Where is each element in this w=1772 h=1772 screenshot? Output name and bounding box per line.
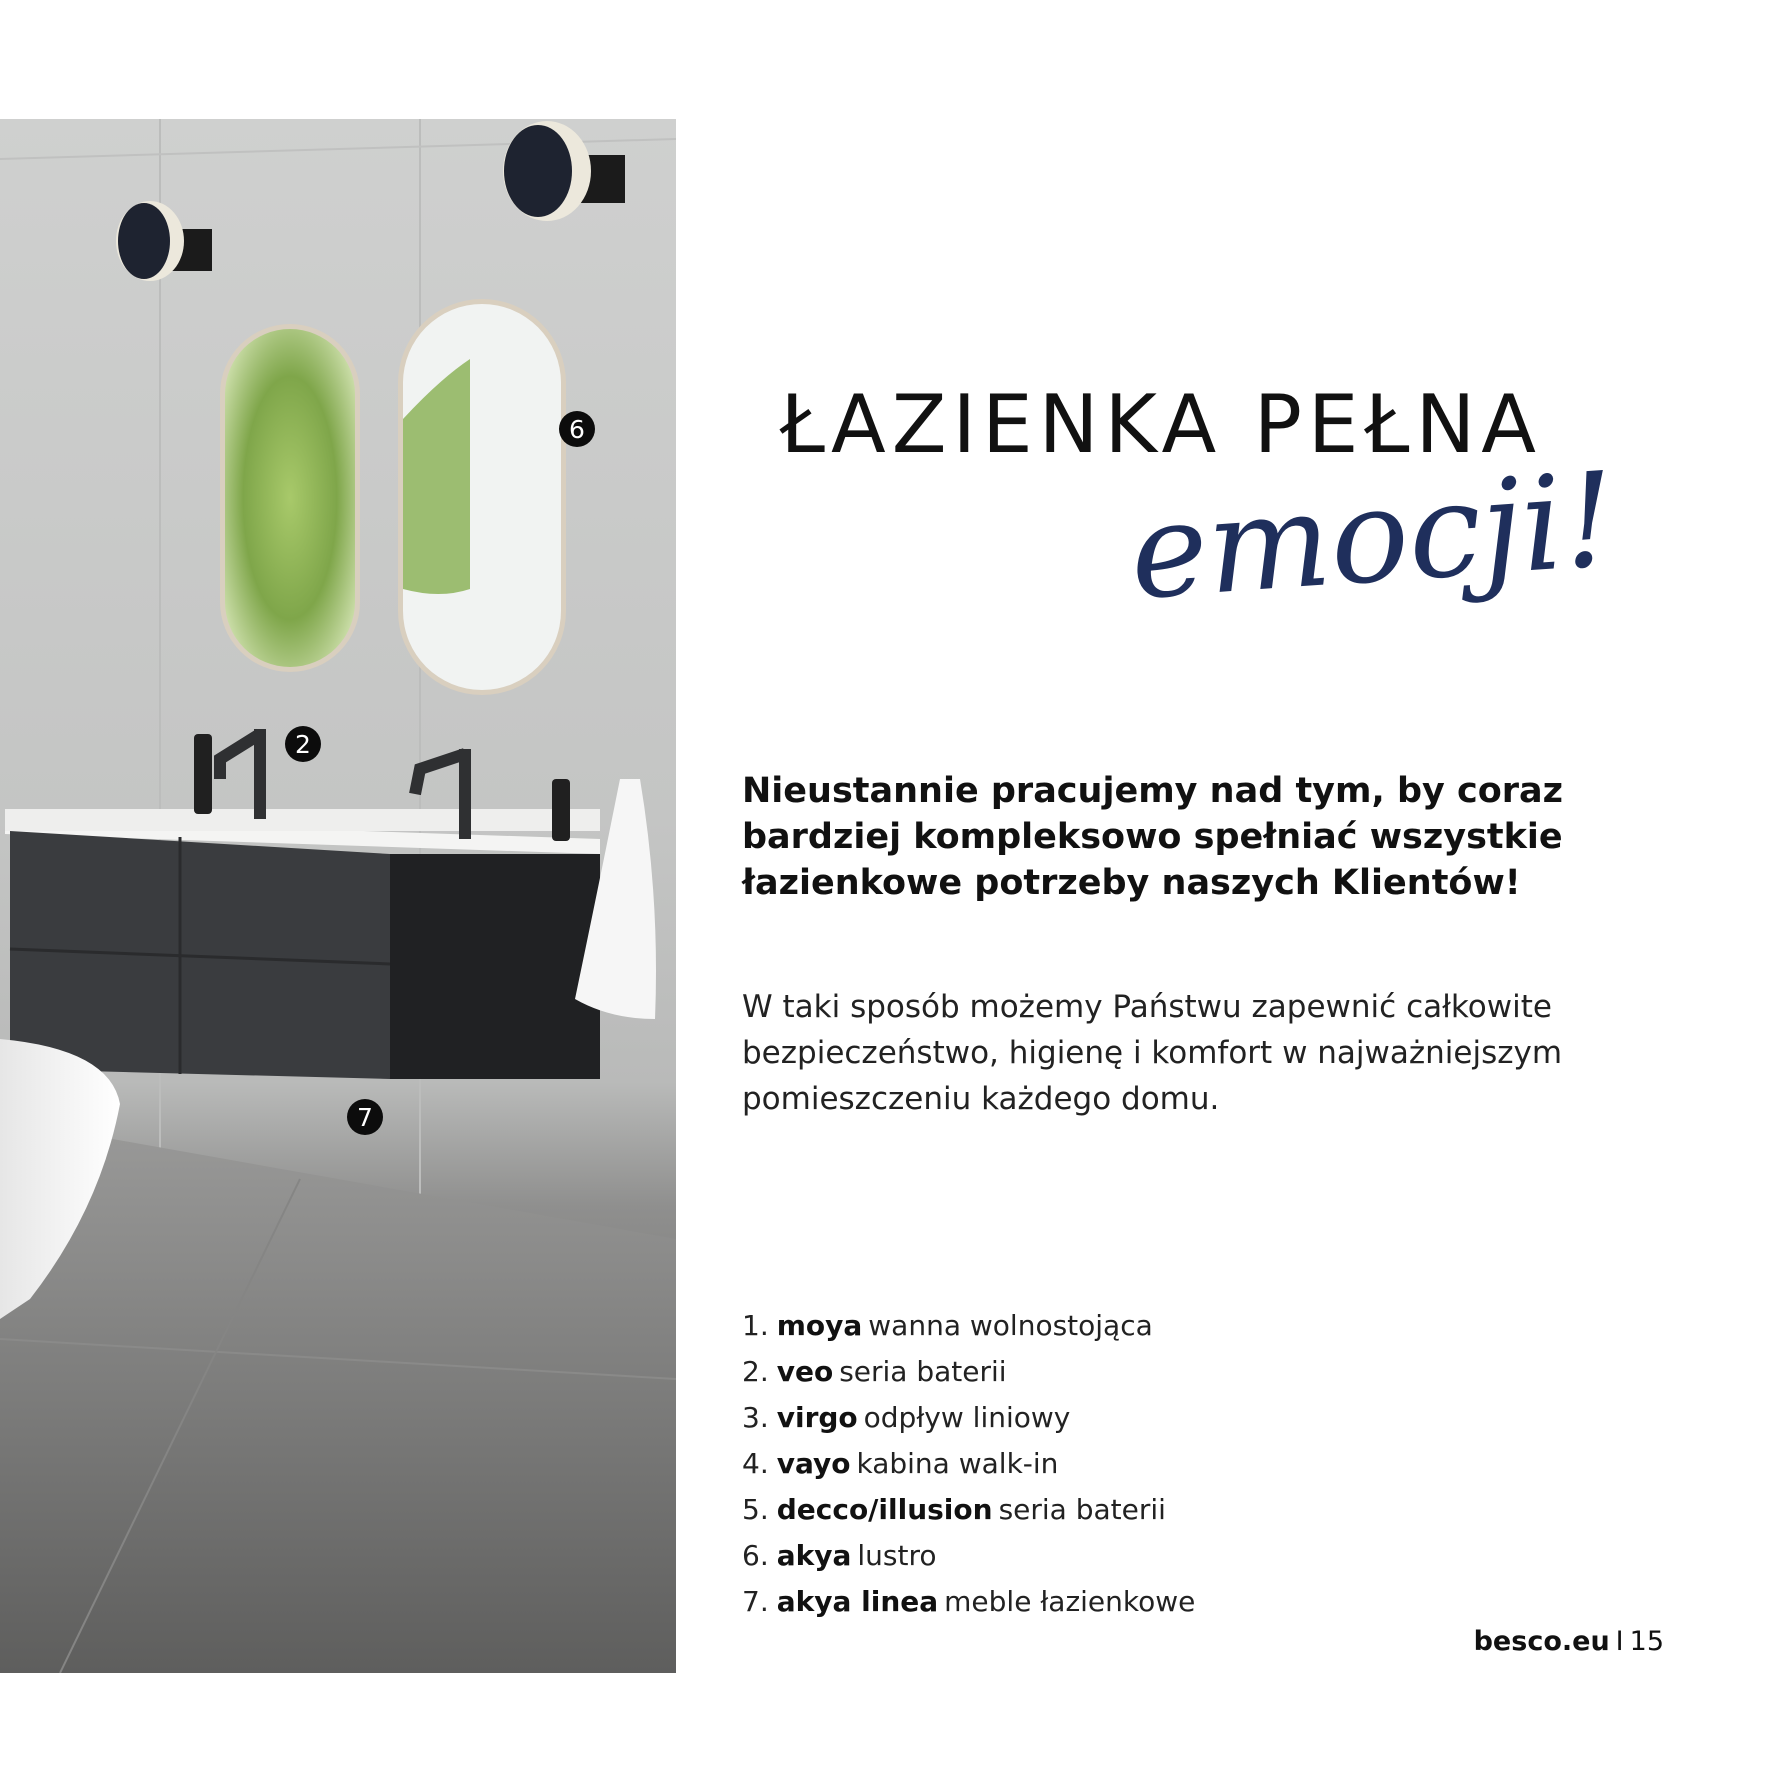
website-link[interactable]: besco.eu xyxy=(1473,1626,1610,1657)
product-brand: moya xyxy=(776,1309,863,1342)
headline-line-1: ŁAZIENKA PEŁNA xyxy=(780,378,1543,471)
product-brand: virgo xyxy=(776,1401,858,1434)
list-item xyxy=(742,1395,1642,1441)
bathroom-photo xyxy=(0,119,676,1673)
product-brand: decco/illusion xyxy=(776,1493,993,1526)
list-item-number: 1. xyxy=(742,1309,769,1342)
product-description: seria baterii xyxy=(998,1493,1166,1526)
product-description: kabina walk-in xyxy=(856,1447,1059,1480)
mirror-right xyxy=(398,299,566,695)
product-brand: akya xyxy=(776,1539,852,1572)
product-list xyxy=(742,1303,1642,1625)
lead-paragraph: Nieustannie pracujemy nad tym, by coraz bardziej kompleksowo spełniać wszystkie łazienkowe potrzeby naszych Klientów! xyxy=(742,771,1564,903)
list-item-number: 4. xyxy=(742,1447,769,1480)
product-brand: vayo xyxy=(776,1447,851,1480)
footer-separator: I xyxy=(1615,1626,1624,1657)
bathroom-illustration xyxy=(0,119,676,1673)
page-number: 15 xyxy=(1629,1626,1664,1657)
product-description: wanna wolnostojąca xyxy=(868,1309,1153,1342)
page-footer xyxy=(1474,1626,1664,1657)
product-description: lustro xyxy=(857,1539,937,1572)
product-description: seria baterii xyxy=(839,1355,1007,1388)
list-item xyxy=(742,1303,1642,1349)
mirror-left xyxy=(220,324,360,672)
list-item xyxy=(742,1441,1642,1487)
list-item xyxy=(742,1533,1642,1579)
product-brand: akya linea xyxy=(776,1585,939,1618)
product-description: odpływ liniowy xyxy=(863,1401,1071,1434)
list-item xyxy=(742,1349,1642,1395)
list-item xyxy=(742,1487,1642,1533)
photo-marker-7: 7 xyxy=(347,1099,383,1135)
list-item-number: 2. xyxy=(742,1355,769,1388)
product-description: meble łazienkowe xyxy=(944,1585,1196,1618)
headline-script-line-2: emocji! xyxy=(1125,443,1621,629)
list-item-number: 3. xyxy=(742,1401,769,1434)
wall-lamp-left xyxy=(116,201,212,281)
body-paragraph: W taki sposób możemy Państwu zapewnić całkowite bezpieczeństwo, higienę i komfort w najważniejszym pomieszczeniu każdego domu. xyxy=(742,989,1563,1117)
photo-marker-6: 6 xyxy=(559,411,595,447)
photo-marker-2: 2 xyxy=(285,726,321,762)
vanity-cabinet xyxy=(10,831,600,1079)
list-item-number: 7. xyxy=(742,1585,769,1618)
wall-lamp-right xyxy=(503,121,625,221)
list-item-number: 5. xyxy=(742,1493,769,1526)
list-item xyxy=(742,1579,1642,1625)
product-brand: veo xyxy=(776,1355,834,1388)
list-item-number: 6. xyxy=(742,1539,769,1572)
